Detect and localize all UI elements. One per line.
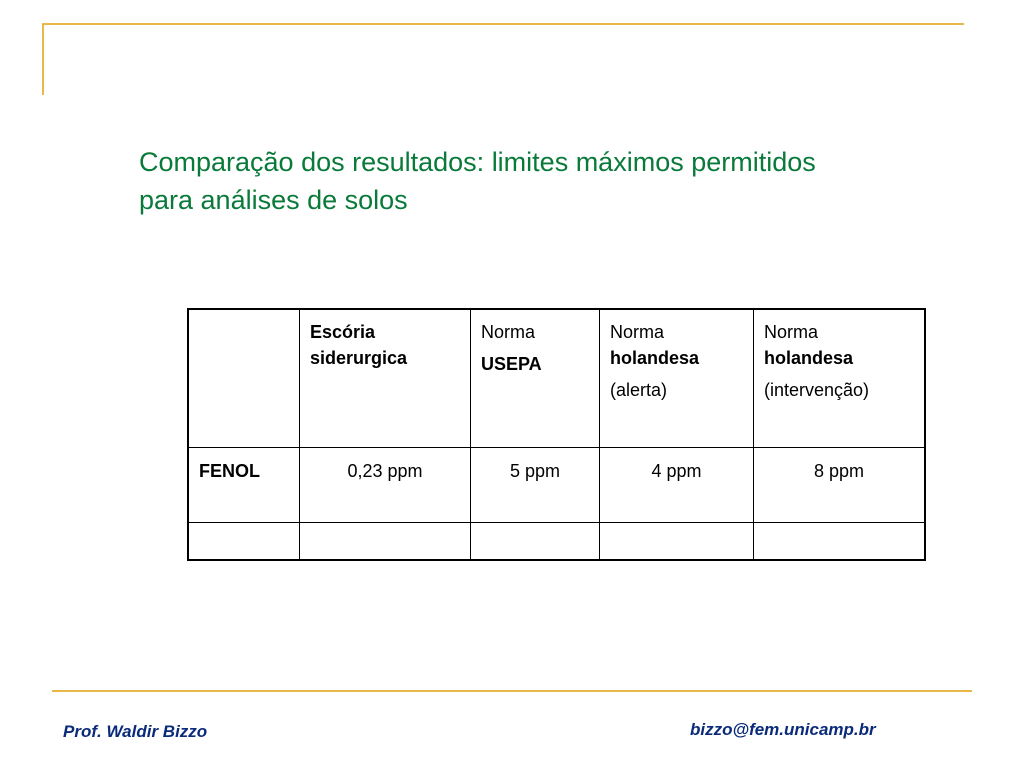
header-alerta-line1: Norma — [610, 322, 665, 342]
value-holandesa-intervencao: 8 ppm — [813, 460, 865, 481]
header-alerta-line3: (alerta) — [610, 380, 668, 400]
footer-email: bizzo@fem.unicamp.br — [690, 720, 876, 739]
header-usepa-line1: Norma — [481, 322, 536, 342]
value-usepa: 5 ppm — [509, 460, 561, 481]
value-cell — [754, 447, 926, 522]
header-escoria-line1: Escória — [310, 322, 376, 342]
slide-title — [139, 143, 1009, 219]
comparison-table — [187, 308, 926, 561]
empty-cell — [600, 522, 754, 560]
header-alerta-line2: holandesa — [610, 348, 700, 368]
header-intervencao-line1: Norma — [764, 322, 819, 342]
header-escoria-line2: siderurgica — [310, 348, 408, 368]
title-line-2: para análises de solos — [139, 185, 408, 215]
footer-author: Prof. Waldir Bizzo — [63, 722, 208, 741]
value-cell — [600, 447, 754, 522]
header-cell-escoria — [300, 309, 471, 447]
header-intervencao-line2: holandesa — [764, 348, 854, 368]
header-intervencao-line3: (intervenção) — [764, 380, 870, 400]
row-label-cell — [188, 447, 300, 522]
empty-cell — [754, 522, 926, 560]
header-cell-holandesa-intervencao — [754, 309, 926, 447]
empty-cell — [188, 522, 300, 560]
header-cell-usepa — [471, 309, 600, 447]
left-accent-line — [42, 23, 44, 95]
header-cell-holandesa-alerta — [600, 309, 754, 447]
table-row-empty — [188, 522, 925, 560]
header-usepa-line2: USEPA — [481, 354, 542, 374]
value-holandesa-alerta: 4 ppm — [651, 460, 702, 481]
top-accent-line — [42, 23, 964, 25]
footer-divider — [52, 690, 972, 692]
value-cell — [471, 447, 600, 522]
table-header-row — [188, 309, 925, 447]
header-cell-empty — [188, 309, 300, 447]
row-label-fenol: FENOL — [199, 460, 260, 481]
empty-cell — [471, 522, 600, 560]
table-row — [188, 447, 925, 522]
value-cell — [300, 447, 471, 522]
title-line-1: Comparação dos resultados: limites máximos permitidos — [139, 147, 816, 177]
value-escoria: 0,23 ppm — [347, 460, 423, 481]
empty-cell — [300, 522, 471, 560]
